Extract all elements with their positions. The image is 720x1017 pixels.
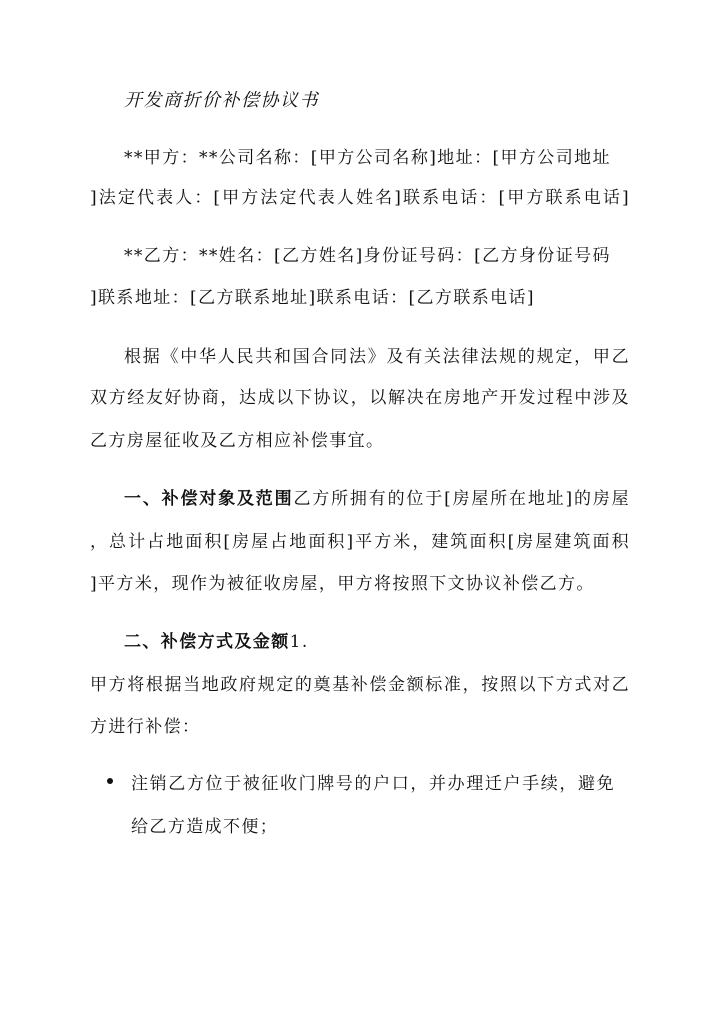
section2-heading: 二、补偿方式及金额 — [124, 632, 290, 652]
section1-line-2: ，总计占地面积[房屋占地面积]平方米，建筑面积[房屋建筑面积 — [90, 532, 630, 552]
section1-heading: 一、补偿对象及范围 — [124, 489, 294, 509]
party-b-line-2: ]联系地址：[乙方联系地址]联系电话：[乙方联系电话] — [90, 288, 535, 308]
section1-line-1-text: 乙方所拥有的位于[房屋所在地址]的房屋 — [293, 489, 630, 509]
party-a-line-2: ]法定代表人：[甲方法定代表人姓名]联系电话：[甲方联系电话] — [90, 188, 630, 208]
intro-line-2: 双方经友好协商，达成以下协议，以解决在房地产开发过程中涉及 — [90, 388, 630, 408]
section2-heading-suffix: 1. — [289, 632, 309, 652]
party-b-line-1: **乙方：**姓名：[乙方姓名]身份证号码：[乙方身份证号码 — [124, 246, 611, 266]
section1-line-3: ]平方米，现作为被征收房屋，甲方将按照下文协议补偿乙方。 — [90, 574, 595, 594]
document-title: 开发商折价补偿协议书 — [124, 90, 319, 111]
intro-line-3: 乙方房屋征收及乙方相应补偿事宜。 — [90, 431, 385, 451]
section2-line-2: 方进行补偿： — [90, 717, 201, 737]
section2-line-1: 甲方将根据当地政府规定的奠基补偿金额标准，按照以下方式对乙 — [90, 675, 630, 695]
bullet1-line-1: 注销乙方位于被征收门牌号的户口，并办理迁户手续，避免 — [131, 774, 615, 794]
section1-line-1 — [124, 486, 630, 512]
bullet1-line-2: 给乙方造成不便； — [131, 817, 279, 837]
party-a-line-1: **甲方：**公司名称：[甲方公司名称]地址：[甲方公司地址 — [124, 148, 611, 168]
intro-line-1: 根据《中华人民共和国合同法》及有关法律法规的规定，甲乙 — [124, 347, 630, 367]
section2-heading-line — [124, 629, 630, 655]
bullet-dot — [107, 778, 113, 784]
